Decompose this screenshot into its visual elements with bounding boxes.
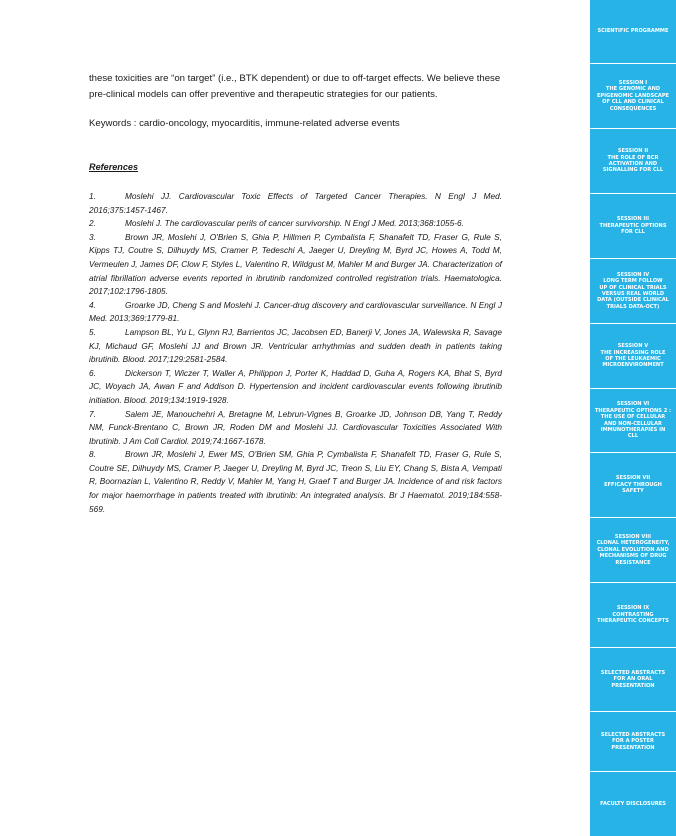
sidebar-item-session-8[interactable]: SESSION VIII CLONAL HETEROGENEITY, CLONAL EVOLUTION AND MECHANISMS OF DRUG RESISTANCE: [596, 533, 670, 566]
document-body: [89, 71, 502, 516]
reference-item: [89, 299, 502, 326]
reference-number: 2.: [89, 218, 96, 229]
sidebar-item-session-6[interactable]: SESSION VI THERAPEUTIC OPTIONS 2 : THE USE OF CELLULAR AND NON-CELLULAR IMMUNOTHERAPIES IN CLL: [594, 401, 672, 440]
sidebar-item-poster-abstracts[interactable]: SELECTED ABSTRACTS FOR A POSTER PRESENTATION: [600, 731, 666, 751]
reference-item: [89, 408, 502, 449]
reference-number: 4.: [89, 299, 96, 310]
intro-paragraph: these toxicities are “on target” (i.e., BTK dependent) or due to off-target effects. We believe these pre-clinical models can offer preventive and therapeutic strategies for our patients.: [89, 73, 501, 100]
references-heading: References: [89, 162, 139, 172]
sidebar-item-session-7[interactable]: SESSION VII EFFICACY THROUGH SAFETY: [604, 475, 662, 495]
reference-text: Brown JR, Moslehi J, O'Brien S, Ghia P, Hillmen P, Cymbalista F, Shanafelt TD, Fraser G, Rule S, Kipps TJ, Coutre S, Dilhuydy MS, Cramer P, Tedeschi A, Jaeger U, Dreyling M, Byrd JC, Howes A, Todd M, Vermeulen J, James DF, Clow F, Styles L, Valentino R, Wildgust M, Mahler M and Burger JA. Characterization of atrial fibrillation adverse events reported in ibrutinib randomized controlled registration trials. Haematologica. 2017;102:1796-1805.: [89, 231, 502, 297]
keywords-line: Keywords : cardio-oncology, myocarditis, immune-related adverse events: [89, 118, 400, 129]
references-list: [89, 190, 502, 516]
sidebar-item-faculty-disclosures[interactable]: FACULTY DISCLOSURES: [600, 800, 666, 807]
section-sidebar: [590, 0, 676, 836]
sidebar-item-session-3[interactable]: SESSION III THERAPEUTIC OPTIONS FOR CLL: [599, 216, 667, 236]
reference-text: Brown JR, Moslehi J, Ewer MS, O'Brien SM, Ghia P, Cymbalista F, Shanafelt TD, Fraser G, Rule S, Coutre SE, Dilhuydy MS, Cramer P, Jaeger U, Dreyling M, Byrd JC, Treon S, Liu EY, Chang S, Bista A, Vempati R, Boornazian L, Valentino R, Reddy V, Mahler M, Yang H, Graef T and Burger JA. Incidence of and risk factors for major haemorrhage in patients treated with ibrutinib: An integrated analysis. Br J Haematol. 2019;184:558-569.: [89, 449, 502, 514]
reference-text: Salem JE, Manouchehri A, Bretagne M, Lebrun-Vignes B, Groarke JD, Johnson DB, Yang T, Reddy NM, Funck-Brentano C, Brown JR, Roden DM and Moslehi JJ. Cardiovascular Toxicities Associated With Ibrutinib. J Am Coll Cardiol. 2019;74:1667-1678.: [89, 408, 502, 446]
reference-item: [89, 217, 502, 231]
reference-text: Moslehi J. The cardiovascular perils of cancer survivorship. N Engl J Med. 2013;368:1055-6.: [125, 218, 464, 229]
reference-item: [89, 326, 502, 367]
reference-item: [89, 448, 502, 516]
reference-text: Lampson BL, Yu L, Glynn RJ, Barrientos JC, Jacobsen ED, Banerji V, Jones JA, Walewska R, Savage KJ, Michaud GF, Moslehi JJ and Brown JR. Ventricular arrhythmias and sudden death in patients taking ibrutinib. Blood. 2017;129:2581-2584.: [89, 326, 502, 365]
reference-number: 3.: [89, 231, 96, 242]
reference-item: [89, 231, 502, 299]
reference-number: 6.: [89, 367, 96, 378]
reference-item: [89, 190, 502, 217]
reference-text: Dickerson T, Wiczer T, Waller A, Philippon J, Porter K, Haddad D, Guha A, Rogers KA, Bhat S, Byrd JC, Woyach JA, Awan F and Addison D. Hypertension and incident cardiovascular events following ibrutinib initiation. Blood. 2019;134:1919-1928.: [89, 367, 502, 405]
reference-text: Groarke JD, Cheng S and Moslehi J. Cancer-drug discovery and cardiovascular surveillance. N Engl J Med. 2013;369:1779-81.: [89, 299, 502, 324]
sidebar-item-session-2[interactable]: SESSION II THE ROLE OF BCR ACTIVATION AND SIGNALLING FOR CLL: [602, 148, 664, 174]
sidebar-item-session-4[interactable]: SESSION IV LONG TERM FOLLOW UP OF CLINICAL TRIALS VERSUS REAL WORLD DATA (OUTSIDE CLINICAL TRIALS DATA-OCT): [597, 271, 669, 310]
sidebar-item-session-5[interactable]: SESSION V THE INCREASING ROLE OF THE LEUKAEMIC MICROENVIRONMENT: [600, 343, 666, 369]
reference-number: 8.: [89, 449, 96, 460]
reference-text: Moslehi JJ. Cardiovascular Toxic Effects of Targeted Cancer Therapies. N Engl J Med. 2016;375:1457-1467.: [89, 191, 502, 215]
reference-number: 1.: [89, 191, 96, 201]
sidebar-item-session-1[interactable]: SESSION I THE GENOMIC AND EPIGENOMIC LANDSCAPE OF CLL AND CLINICAL CONSEQUENCES: [596, 79, 670, 112]
sidebar-item-scientific-programme[interactable]: SCIENTIFIC PROGRAMME: [597, 28, 669, 35]
sidebar-item-oral-abstracts[interactable]: SELECTED ABSTRACTS FOR AN ORAL PRESENTATION: [600, 669, 666, 689]
reference-number: 5.: [89, 326, 96, 337]
sidebar-item-session-9[interactable]: SESSION IX CONTRASTING THERAPEUTIC CONCEPTS: [597, 605, 669, 625]
reference-number: 7.: [89, 408, 96, 419]
reference-item: [89, 367, 502, 408]
